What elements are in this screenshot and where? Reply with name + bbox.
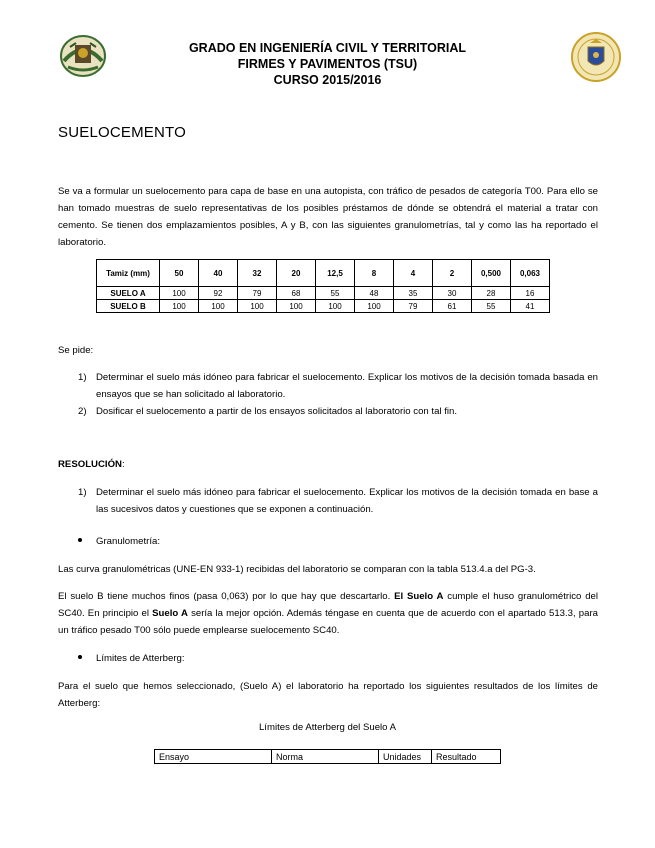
table-cell: SUELO A xyxy=(97,287,160,300)
table-header-cell: 32 xyxy=(238,260,277,287)
list-number: 2) xyxy=(78,406,87,417)
bullet-text: Granulometría: xyxy=(96,536,160,547)
table-row xyxy=(97,260,550,287)
resolution-label: RESOLUCIÓN xyxy=(58,459,122,470)
table-cell: 100 xyxy=(355,300,394,313)
text-run: El suelo B tiene muchos finos (pasa 0,063) por lo que hay que descartarlo. xyxy=(58,591,395,602)
table-cell: 48 xyxy=(355,287,394,300)
paragraph-curvas: Las curva granulométricas (UNE-EN 933-1) recibidas del laboratorio se comparan con la tabla 513.4.a del PG-3. xyxy=(58,564,536,575)
table-header-cell: 8 xyxy=(355,260,394,287)
intro-paragraph: Se va a formular un suelocemento para capa de base en una autopista, con tráfico de pesados de categoría T00. Para ello se han tomado muestras de suelo representativas de los posibles préstamos de dónde se obtendrá el material a tratar con cemento. Se tienen dos emplazamientos posibles, A y B, con las siguientes granulometrías, tal y como las ha reportado el laboratorio. xyxy=(58,186,598,248)
paragraph-suelo-b xyxy=(58,588,598,639)
table-cell: SUELO B xyxy=(97,300,160,313)
table-header-cell: 2 xyxy=(433,260,472,287)
resolution-colon: : xyxy=(121,459,125,470)
bullet-granulometria xyxy=(78,533,160,550)
table-cell: 79 xyxy=(394,300,433,313)
table-header-cell: 40 xyxy=(199,260,238,287)
list-item-text: Determinar el suelo más idóneo para fabricar el suelocemento. Explicar los motivos de la decisión tomada en base a las sucesivos datos y cuestiones que se exponen a continuación. xyxy=(96,487,598,515)
table-cell: 100 xyxy=(199,300,238,313)
list-number: 1) xyxy=(78,372,87,383)
bold-run: Suelo A xyxy=(152,608,188,619)
se-pide-label: Se pide: xyxy=(58,345,94,356)
bullet-text: Límites de Atterberg: xyxy=(96,653,185,664)
list-item xyxy=(78,484,598,518)
resolution-heading xyxy=(58,456,598,473)
table-header-cell: Norma xyxy=(272,750,379,764)
table-row xyxy=(97,300,550,313)
header-academic-year: CURSO 2015/2016 xyxy=(273,73,382,87)
university-seal-logo-right xyxy=(570,31,622,83)
table-header-cell: Ensayo xyxy=(155,750,272,764)
text-run: sería la mejor opción. Además téngase en cuenta que de acuerdo con el apartado 513.3, para un tráfico pesado T00 sólo puede emplearse suelocemento SC40. xyxy=(58,608,598,636)
table-header-cell: Unidades xyxy=(379,750,432,764)
table-cell: 16 xyxy=(511,287,550,300)
table-cell: 92 xyxy=(199,287,238,300)
paragraph-atterberg: Para el suelo que hemos seleccionado, (Suelo A) el laboratorio ha reportado los siguientes resultados de los límites de Atterberg: xyxy=(58,681,598,709)
header-course-subject: FIRMES Y PAVIMENTOS (TSU) xyxy=(237,57,418,71)
resolution-list xyxy=(78,484,598,518)
table-cell: 41 xyxy=(511,300,550,313)
page-title: SUELOCEMENTO xyxy=(58,124,186,141)
document-header xyxy=(150,40,505,88)
table-cell: 100 xyxy=(238,300,277,313)
table-cell: 68 xyxy=(277,287,316,300)
bullet-atterberg xyxy=(78,650,185,667)
list-item xyxy=(78,403,598,420)
table-cell: 30 xyxy=(433,287,472,300)
table-cell: 100 xyxy=(316,300,355,313)
header-degree: GRADO EN INGENIERÍA CIVIL Y TERRITORIAL xyxy=(188,41,467,55)
table-cell: 100 xyxy=(160,287,199,300)
table-cell: 100 xyxy=(160,300,199,313)
bullet-dot-icon xyxy=(78,538,82,542)
table-header-cell: 4 xyxy=(394,260,433,287)
table-header-cell: 0,500 xyxy=(472,260,511,287)
table-cell: 28 xyxy=(472,287,511,300)
table-cell: 61 xyxy=(433,300,472,313)
atterberg-table xyxy=(154,749,501,764)
table-cell: 55 xyxy=(316,287,355,300)
atterberg-table-caption: Límites de Atterberg del Suelo A xyxy=(258,722,397,733)
table-row xyxy=(155,750,501,764)
list-number: 1) xyxy=(78,487,87,498)
school-crest-logo-left xyxy=(58,33,108,79)
table-header-cell: Resultado xyxy=(432,750,501,764)
table-header-cell: Tamiz (mm) xyxy=(97,260,160,287)
table-cell: 79 xyxy=(238,287,277,300)
table-header-cell: 50 xyxy=(160,260,199,287)
table-cell: 55 xyxy=(472,300,511,313)
table-row xyxy=(97,287,550,300)
table-cell: 35 xyxy=(394,287,433,300)
bullet-dot-icon xyxy=(78,655,82,659)
table-cell: 100 xyxy=(277,300,316,313)
list-item-text: Determinar el suelo más idóneo para fabricar el suelocemento. Explicar los motivos de la decisión tomada basada en ensayos que se han solicitado al laboratorio. xyxy=(96,372,598,400)
text-run: cumple el huso granulométrico del SC40. En principio el xyxy=(58,591,598,619)
table-header-cell: 0,063 xyxy=(511,260,550,287)
list-item xyxy=(78,369,598,403)
task-list xyxy=(78,369,598,420)
table-header-cell: 12,5 xyxy=(316,260,355,287)
bold-run: El Suelo A xyxy=(394,591,444,602)
granulometry-table xyxy=(96,259,550,313)
list-item-text: Dosificar el suelocemento a partir de los ensayos solicitados al laboratorio con tal fin. xyxy=(96,406,458,417)
table-header-cell: 20 xyxy=(277,260,316,287)
